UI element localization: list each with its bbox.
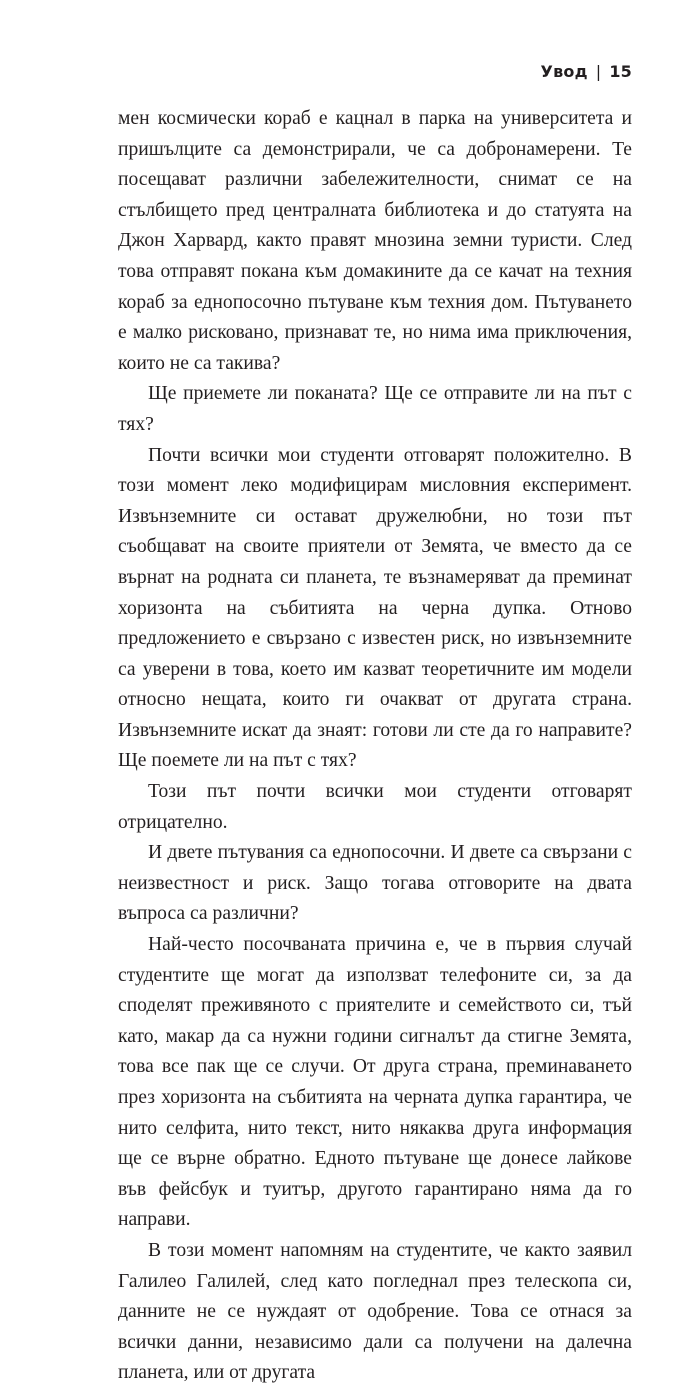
paragraph: В този момент напомням на студентите, че както заявил Галилео Галилей, след като погледнал през телескопа си, данните не се нуждаят от одобрение. Това се отнася за всички данни, независимо дали са получени на далечна планета, или от другата — [118, 1239, 632, 1384]
section-title: Увод — [540, 62, 588, 81]
header-separator: | — [595, 62, 602, 81]
body-text — [118, 104, 632, 1389]
running-header — [541, 62, 632, 81]
paragraph: Най-често посочваната причина е, че в първия случай студентите ще могат да използват телефоните си, за да споделят преживяното с приятелите и семейството си, тъй като, макар да са нужни години сигналът да стигне Земята, това все пак ще се случи. От друга страна, преминаването през хоризонта на събитията на черната дупка гарантира, че нито селфита, нито текст, нито някаква друга информация ще се върне обратно. Едното пътуване ще донесе лайкове във фейсбук и туитър, другото гарантирано няма да го направи. — [118, 934, 632, 1231]
paragraph: Ще приемете ли поканата? Ще се отправите ли на път с тях? — [118, 383, 632, 435]
paragraph: Този път почти всички мои студенти отговарят отрицателно. — [118, 781, 632, 833]
paragraph: Почти всички мои студенти отговарят положително. В този момент леко модифицирам мисловния експеримент. Извънземните си остават дружелюбни, но този път съобщават на своите приятели от Земята, че вместо да се върнат на родната си планета, те възнамеряват да преминат хоризонта на събитията на черна дупка. Отново предложението е свързано с известен риск, но извънземните са уверени в това, което им казват теоретичните им модели относно нещата, които ги очакват от другата страна. Извънземните искат да знаят: готови ли сте да го направите? Ще поемете ли на път с тях? — [118, 444, 632, 772]
page-number: 15 — [609, 62, 632, 81]
paragraph: И двете пътувания са еднопосочни. И двете са свързани с неизвестност и риск. Защо тогава отговорите на двата въпроса са различни? — [118, 842, 632, 925]
paragraph: мен космически кораб е кацнал в парка на университета и пришълците са демонстрирали, че са добронамерени. Те посещават различни забележителности, снимат се на стълбището пред централната библиотека и до статуята на Джон Харвард, както правят мнозина земни туристи. След това отправят покана към домакините да се качат на техния кораб за еднопосочно пътуване към техния дом. Пътуването е малко рисковано, признават те, но нима има приключения, които не са такива? — [118, 108, 632, 374]
